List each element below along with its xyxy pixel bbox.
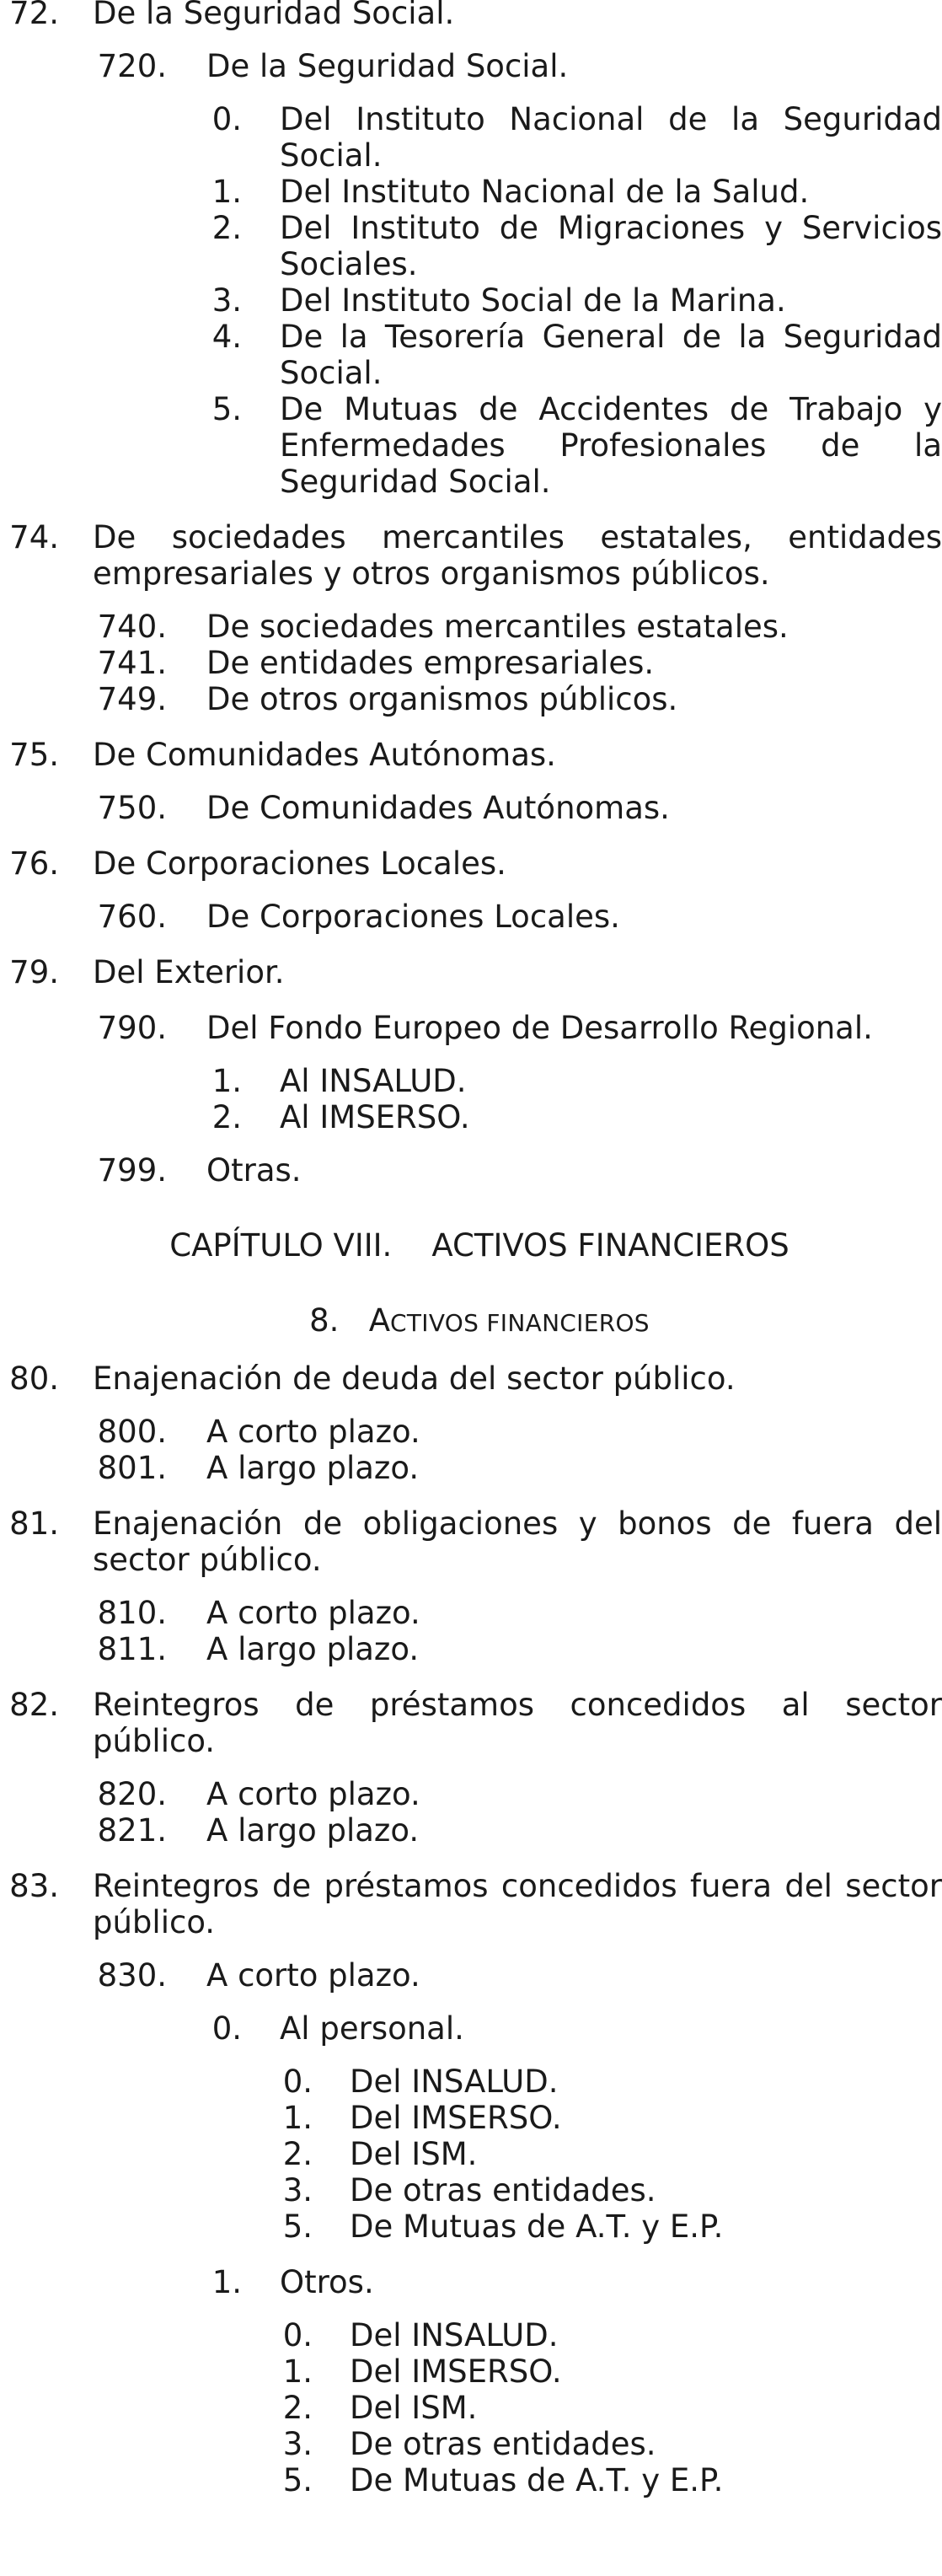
spacer: [0, 1264, 942, 1283]
entry-l3: [0, 319, 942, 391]
entry-text: A corto plazo.: [206, 1595, 420, 1631]
entry-code: 800.: [97, 1414, 167, 1450]
entry-text: Del Instituto Social de la Marina.: [280, 282, 786, 319]
entry-text: Del ISM.: [350, 2390, 478, 2426]
spacer: [0, 1486, 942, 1505]
entry-text: Del IMSERSO.: [350, 2100, 562, 2136]
entry-l1: [0, 1687, 942, 1759]
entry-l3: [0, 282, 942, 319]
entry-code: 76.: [9, 845, 59, 882]
entry-code: 74.: [9, 519, 59, 555]
entry-l4: [0, 2317, 942, 2353]
entry-l3: [0, 101, 942, 174]
entry-text: De entidades empresariales.: [206, 645, 655, 681]
entry-code: 820.: [97, 1776, 167, 1812]
entry-text: Al IMSERSO.: [280, 1099, 470, 1135]
entry-code: 2.: [211, 210, 242, 246]
spacer: [0, 592, 942, 609]
entry-l3: [0, 174, 942, 210]
entry-code: 830.: [97, 1957, 167, 1994]
entry-code: 2.: [282, 2136, 313, 2172]
entry-text: De sociedades mercantiles estatales.: [206, 609, 789, 645]
entry-code: 2.: [211, 1099, 242, 1135]
spacer: [0, 31, 942, 48]
spacer: [0, 84, 942, 101]
spacer: [0, 1849, 942, 1868]
entry-text: Del INSALUD.: [350, 2063, 559, 2100]
entry-text: Enajenación de deuda del sector público.: [93, 1360, 736, 1397]
entry-text: A corto plazo.: [206, 1414, 420, 1450]
entry-l1: [0, 1505, 942, 1578]
entry-text: Del Instituto Nacional de la Seguridad Social.: [280, 101, 942, 174]
entry-text: A corto plazo.: [206, 1957, 420, 1994]
entry-l2: [0, 899, 942, 935]
entry-code: 740.: [97, 609, 167, 645]
spacer: [0, 882, 942, 899]
entry-l2: [0, 1595, 942, 1631]
entry-code: 0.: [282, 2063, 313, 2100]
entry-l2: [0, 1776, 942, 1812]
entry-text: Al personal.: [280, 2010, 464, 2047]
spacer: [0, 1397, 942, 1414]
entry-code: 811.: [97, 1631, 167, 1667]
spacer: [0, 1759, 942, 1776]
spacer: [0, 1667, 942, 1687]
entry-code: 5.: [282, 2208, 313, 2245]
entry-code: 1.: [211, 2264, 242, 2300]
entry-code: 750.: [97, 790, 167, 826]
entry-text: De Corporaciones Locales.: [93, 845, 506, 882]
entry-l1: [0, 845, 942, 882]
entry-l1: [0, 1360, 942, 1397]
entry-text: De otras entidades.: [350, 2426, 656, 2462]
entry-code: 81.: [9, 1505, 59, 1542]
entry-text: De la Seguridad Social.: [93, 0, 455, 31]
spacer: [0, 1994, 942, 2010]
entry-text: A corto plazo.: [206, 1776, 420, 1812]
spacer: [0, 990, 942, 1010]
entry-code: 3.: [282, 2426, 313, 2462]
entry-l1: [0, 519, 942, 592]
entry-text: Del Instituto de Migraciones y Servicios Sociales.: [280, 210, 942, 282]
entry-l1: [0, 0, 942, 31]
entry-l3: [0, 2010, 942, 2047]
entry-l1: [0, 737, 942, 773]
entry-code: 1.: [211, 174, 242, 210]
entry-code: 2.: [282, 2390, 313, 2426]
entry-text: De Mutuas de Accidentes de Trabajo y Enfermedades Profesionales de la Seguridad Social.: [280, 391, 942, 500]
entry-l3: [0, 1099, 942, 1135]
entry-l2: [0, 790, 942, 826]
entry-l1: [0, 954, 942, 990]
spacer: [0, 935, 942, 954]
entry-text: Otras.: [206, 1152, 302, 1189]
spacer: [0, 2300, 942, 2317]
entry-code: 760.: [97, 899, 167, 935]
spacer: [0, 1341, 942, 1360]
entry-code: 1.: [282, 2353, 313, 2390]
spacer: [0, 773, 942, 790]
entry-code: 810.: [97, 1595, 167, 1631]
spacer: [0, 1283, 942, 1302]
entry-l2: [0, 681, 942, 717]
entry-l4: [0, 2100, 942, 2136]
entry-l1: [0, 1868, 942, 1940]
entry-text: A largo plazo.: [206, 1631, 420, 1667]
spacer: [0, 1135, 942, 1152]
entry-l3: [0, 210, 942, 282]
entry-l2: [0, 1010, 942, 1046]
entry-code: 799.: [97, 1152, 167, 1189]
entry-l4: [0, 2462, 942, 2498]
entry-text: De la Tesorería General de la Seguridad Social.: [280, 319, 942, 391]
entry-text: Del INSALUD.: [350, 2317, 559, 2353]
entry-code: 0.: [282, 2317, 313, 2353]
entry-l2: [0, 1631, 942, 1667]
entry-text: Reintegros de préstamos concedidos fuera del sector público.: [93, 1868, 942, 1940]
entry-l3: [0, 391, 942, 500]
entry-text: De otras entidades.: [350, 2172, 656, 2208]
entry-l4: [0, 2172, 942, 2208]
entry-l4: [0, 2426, 942, 2462]
entry-code: 1.: [211, 1063, 242, 1099]
entry-text: Otros.: [280, 2264, 374, 2300]
entry-l4: [0, 2136, 942, 2172]
section-heading: [0, 1302, 942, 1341]
entry-text: Del Fondo Europeo de Desarrollo Regional.: [206, 1010, 873, 1046]
entry-l2: [0, 1812, 942, 1849]
spacer: [0, 1578, 942, 1595]
entry-l4: [0, 2390, 942, 2426]
entry-code: 80.: [9, 1360, 59, 1397]
entry-code: 741.: [97, 645, 167, 681]
entry-text: Reintegros de préstamos concedidos al sector público.: [93, 1687, 942, 1759]
entry-code: 3.: [211, 282, 242, 319]
entry-l3: [0, 1063, 942, 1099]
spacer: [0, 1940, 942, 1957]
spacer: [0, 826, 942, 845]
entry-text: Del Exterior.: [93, 954, 285, 990]
entry-code: 5.: [211, 391, 242, 427]
entry-code: 82.: [9, 1687, 59, 1723]
spacer: [0, 500, 942, 519]
entry-code: 72.: [9, 0, 59, 31]
section-title-initial: A: [368, 1302, 391, 1339]
entry-l4: [0, 2353, 942, 2390]
entry-l4: [0, 2063, 942, 2100]
entry-code: 749.: [97, 681, 167, 717]
entry-text: Al INSALUD.: [280, 1063, 467, 1099]
entry-l3: [0, 2264, 942, 2300]
entry-text: De Mutuas de A.T. y E.P.: [350, 2462, 724, 2498]
entry-code: 720.: [97, 48, 167, 84]
spacer: [0, 717, 942, 737]
entry-text: De sociedades mercantiles estatales, entidades empresariales y otros organismos públicos.: [93, 519, 942, 592]
entry-l2: [0, 609, 942, 645]
entry-text: De Mutuas de A.T. y E.P.: [350, 2208, 724, 2245]
entry-l2: [0, 645, 942, 681]
entry-l2: [0, 1957, 942, 1994]
entry-text: De Corporaciones Locales.: [206, 899, 620, 935]
spacer: [0, 1046, 942, 1063]
spacer: [0, 2047, 942, 2063]
entry-code: 790.: [97, 1010, 167, 1046]
entry-text: De la Seguridad Social.: [206, 48, 569, 84]
spacer: [0, 1189, 942, 1208]
entry-code: 79.: [9, 954, 59, 990]
entry-text: Enajenación de obligaciones y bonos de fuera del sector público.: [93, 1505, 942, 1578]
entry-l2: [0, 1414, 942, 1450]
entry-code: 0.: [211, 101, 242, 137]
entry-text: Del ISM.: [350, 2136, 478, 2172]
entry-text: A largo plazo.: [206, 1450, 420, 1486]
entry-l2: [0, 1152, 942, 1189]
section-title-smallcaps: CTIVOS FINANCIEROS: [390, 1309, 650, 1337]
entry-text: De otros organismos públicos.: [206, 681, 678, 717]
section-number: 8.: [309, 1302, 340, 1339]
chapter-heading: CAPÍTULO VIII. ACTIVOS FINANCIEROS: [169, 1227, 789, 1264]
entry-text: De Comunidades Autónomas.: [93, 737, 556, 773]
entry-l2: [0, 48, 942, 84]
entry-code: 821.: [97, 1812, 167, 1849]
entry-code: 83.: [9, 1868, 59, 1904]
spacer: [0, 2245, 942, 2264]
entry-text: De Comunidades Autónomas.: [206, 790, 670, 826]
entry-code: 0.: [211, 2010, 242, 2047]
entry-code: 1.: [282, 2100, 313, 2136]
entry-code: 4.: [211, 319, 242, 355]
entry-text: Del IMSERSO.: [350, 2353, 562, 2390]
entry-code: 5.: [282, 2462, 313, 2498]
entry-l4: [0, 2208, 942, 2245]
entry-l2: [0, 1450, 942, 1486]
entry-code: 75.: [9, 737, 59, 773]
entry-text: A largo plazo.: [206, 1812, 420, 1849]
entry-text: Del Instituto Nacional de la Salud.: [280, 174, 810, 210]
entry-code: 3.: [282, 2172, 313, 2208]
entry-code: 801.: [97, 1450, 167, 1486]
spacer: [0, 1208, 942, 1227]
